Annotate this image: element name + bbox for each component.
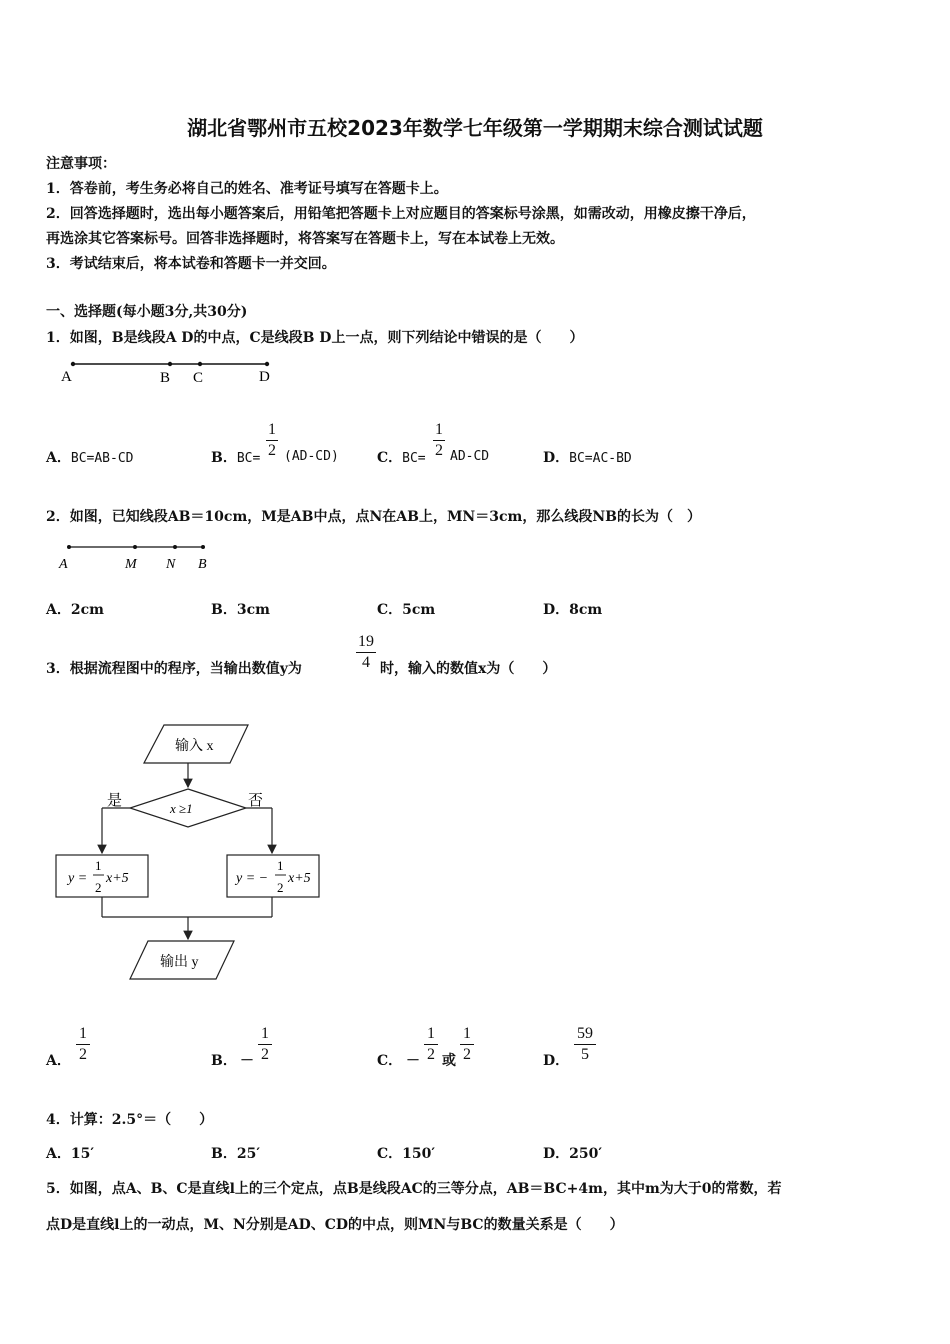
note-item: 再选涂其它答案标号。回答非选择题时，将答案写在答题卡上，写在本试卷上无效。 <box>46 231 564 247</box>
q3-stem-post: 时，输入的数值x为（ ） <box>380 661 557 677</box>
flow-left-den: 2 <box>95 880 102 895</box>
q1-label-d: D <box>259 369 270 385</box>
denominator: 5 <box>581 1046 589 1063</box>
q1-label-a: A <box>61 369 72 385</box>
q3-option-b-label: B． <box>211 1053 237 1069</box>
denominator: 2 <box>463 1046 471 1063</box>
q3-stem-fraction <box>356 633 376 672</box>
q3-option-a-label: A． <box>46 1053 71 1069</box>
q2-label-b: B <box>198 557 207 572</box>
q1-option-d <box>543 447 632 467</box>
numerator: 1 <box>427 1025 435 1042</box>
flow-left-pre: y = <box>68 871 88 886</box>
q4-option-d: D．250′ <box>543 1146 603 1162</box>
q2-point-b <box>201 545 205 549</box>
denominator: 4 <box>362 654 370 671</box>
flow-no-label: 否 <box>248 793 264 809</box>
q3-option-c-label: C． <box>377 1053 403 1069</box>
q3-option-c-sign: － <box>406 1053 420 1069</box>
flow-yes-label: 是 <box>107 793 123 809</box>
denominator: 2 <box>435 442 443 459</box>
q1-point-d <box>265 362 269 366</box>
note-item: 1．答卷前，考生务必将自己的姓名、准考证号填写在答题卡上。 <box>46 181 448 197</box>
option-text: BC=AB-CD <box>70 451 134 466</box>
q3-option-b-sign: － <box>240 1053 254 1069</box>
q1-stem: 1．如图，B是线段A D的中点，C是线段B D上一点，则下列结论中错误的是（ ） <box>46 330 584 346</box>
flow-left-post: x+5 <box>106 871 129 886</box>
q2-label-n: N <box>166 557 176 572</box>
numerator: 1 <box>261 1025 269 1042</box>
option-label: A． <box>46 450 71 466</box>
note-item: 2．回答选择题时，选出每小题答案后，用铅笔把答题卡上对应题目的答案标号涂黑，如需改动，用橡皮擦干净后， <box>46 206 756 222</box>
numerator: 1 <box>463 1025 471 1042</box>
q3-option-c-or: 或 <box>442 1053 456 1069</box>
note-item: 3．考试结束后，将本试卷和答题卡一并交回。 <box>46 256 336 272</box>
option-text: BC= <box>236 451 261 466</box>
q1-b-post: (AD-CD) <box>284 449 339 464</box>
numerator: 1 <box>79 1025 87 1042</box>
numerator: 59 <box>577 1025 593 1042</box>
q2-stem: 2．如图，已知线段AB＝10cm，M是AB中点，点N在AB上，MN＝3cm，那么线段NB的长为（ ） <box>46 509 701 525</box>
numerator: 19 <box>358 633 374 650</box>
q4-stem: 4．计算：2.5°＝（ ） <box>46 1112 214 1128</box>
q5-line-1: 5．如图，点A、B、C是直线l上的三个定点，点B是线段AC的三等分点，AB＝BC+4m，其中m为大于0的常数，若 <box>46 1181 782 1197</box>
q1-c-post: AD-CD <box>450 449 490 464</box>
page-title: 湖北省鄂州市五校2023年数学七年级第一学期期末综合测试试题 <box>187 116 763 140</box>
q3-option-d-label: D． <box>543 1053 570 1069</box>
q1-label-c: C <box>193 370 204 386</box>
option-text: BC=AC-BD <box>569 451 632 466</box>
q1-point-c <box>198 362 202 366</box>
flow-right-pre: y = − <box>236 871 269 886</box>
q2-option-c: C．5cm <box>377 602 436 618</box>
flow-input-text: 输入 x <box>175 739 214 754</box>
numerator: 1 <box>268 421 276 438</box>
q2-label-m: M <box>125 557 137 572</box>
q2-point-n <box>173 545 177 549</box>
q1-b-fraction <box>266 421 278 460</box>
q2-option-a: A．2cm <box>46 602 104 618</box>
q2-option-b: B．3cm <box>211 602 270 618</box>
q1-option-c <box>377 447 426 467</box>
flow-condition-text: x ≥1 <box>170 801 193 816</box>
q3-option-a-fraction <box>76 1025 90 1064</box>
section-heading: 一、选择题(每小题3分,共30分) <box>46 304 248 320</box>
q2-point-m <box>133 545 137 549</box>
flow-right-post: x+5 <box>288 871 311 886</box>
q3-option-d-fraction <box>574 1025 596 1064</box>
q1-c-fraction <box>433 421 445 460</box>
option-label: B． <box>211 450 237 466</box>
q2-point-a <box>67 545 71 549</box>
flow-output-text: 输出 y <box>160 955 199 970</box>
flow-right-num: 1 <box>277 858 284 873</box>
numerator: 1 <box>435 421 443 438</box>
q3-option-b-fraction <box>258 1025 272 1064</box>
denominator: 2 <box>268 442 276 459</box>
denominator: 2 <box>79 1046 87 1063</box>
q3-stem-pre: 3．根据流程图中的程序，当输出数值y为 <box>46 661 302 677</box>
q4-option-a: A．15′ <box>46 1146 95 1162</box>
notes-heading: 注意事项： <box>46 156 116 172</box>
q5-line-2: 点D是直线l上的一动点，M、N分别是AD、CD的中点，则MN与BC的数量关系是（ ） <box>46 1217 624 1233</box>
denominator: 2 <box>427 1046 435 1063</box>
q3-flowchart <box>40 715 340 990</box>
flow-left-num: 1 <box>95 858 102 873</box>
option-label: D． <box>543 450 570 466</box>
q2-option-d: D．8cm <box>543 602 603 618</box>
flow-right-den: 2 <box>277 880 284 895</box>
q1-point-b <box>168 362 172 366</box>
q1-option-a <box>46 447 134 467</box>
q1-point-a <box>71 362 75 366</box>
q3-option-c-fraction-1 <box>424 1025 438 1064</box>
option-label: C． <box>377 450 403 466</box>
q2-segment-figure <box>55 538 225 574</box>
q1-segment-figure <box>55 355 285 391</box>
q4-option-c: C．150′ <box>377 1146 436 1162</box>
q4-option-b: B．25′ <box>211 1146 261 1162</box>
option-text: BC= <box>402 451 426 466</box>
q3-option-c-fraction-2 <box>460 1025 474 1064</box>
q2-label-a: A <box>59 557 68 572</box>
q1-label-b: B <box>160 370 171 386</box>
denominator: 2 <box>261 1046 269 1063</box>
q1-option-b <box>211 447 260 467</box>
